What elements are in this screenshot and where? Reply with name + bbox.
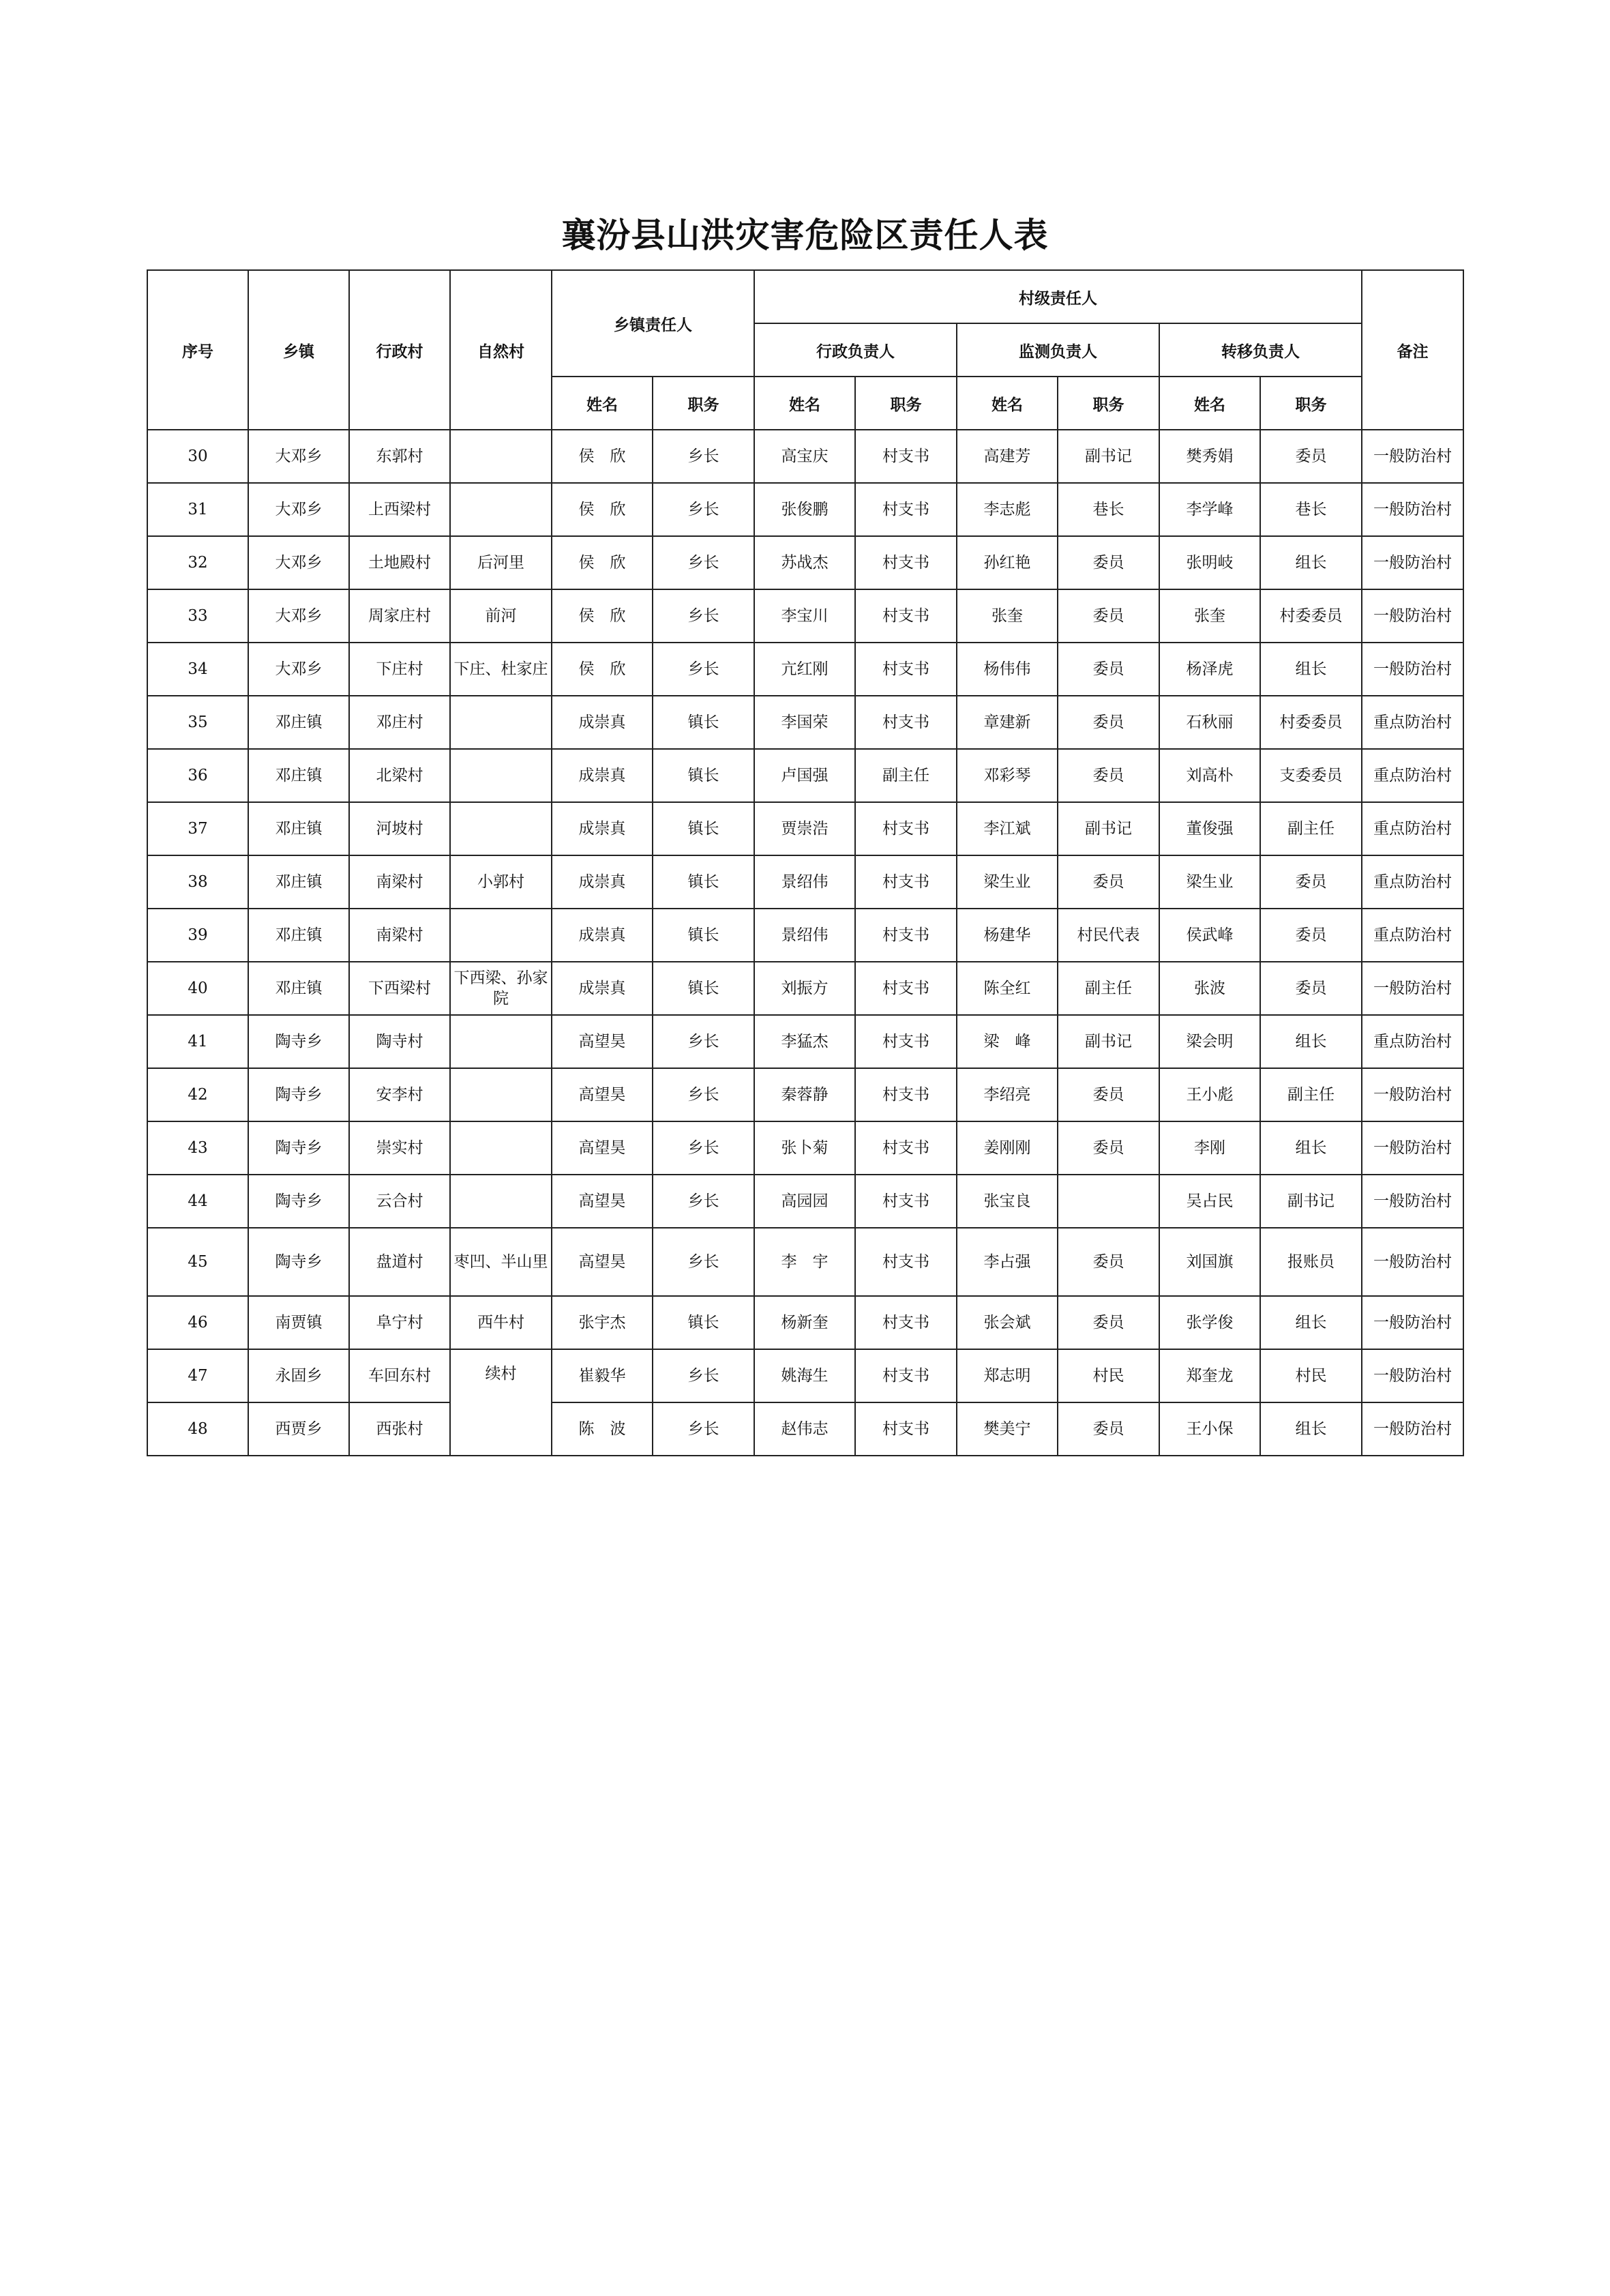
cell-seq: 44 <box>147 1175 248 1228</box>
cell-transfer-resp-position: 组长 <box>1260 1121 1362 1175</box>
cell-township-resp-name: 高望昊 <box>552 1121 653 1175</box>
table-row <box>147 962 1463 1015</box>
cell-township-resp-name: 侯 欣 <box>552 483 653 536</box>
cell-natural-village: 小郭村 <box>450 855 552 909</box>
cell-township: 邓庄镇 <box>248 802 349 855</box>
cell-transfer-resp-position: 组长 <box>1260 1015 1362 1068</box>
cell-seq: 37 <box>147 802 248 855</box>
cell-seq: 40 <box>147 962 248 1015</box>
cell-admin-resp-position: 村支书 <box>855 643 957 696</box>
cell-admin-resp-position: 村支书 <box>855 1402 957 1456</box>
cell-monitor-resp-name: 张会斌 <box>957 1296 1058 1349</box>
cell-admin-resp-position: 村支书 <box>855 962 957 1015</box>
cell-admin-village: 阜宁村 <box>349 1296 450 1349</box>
cell-transfer-resp-name: 张波 <box>1159 962 1260 1015</box>
cell-township: 陶寺乡 <box>248 1121 349 1175</box>
table-row <box>147 1296 1463 1349</box>
header-admin-village: 行政村 <box>349 270 450 430</box>
cell-monitor-resp-position: 委员 <box>1058 589 1159 643</box>
cell-natural-village <box>450 802 552 855</box>
cell-admin-village: 车回东村 <box>349 1349 450 1402</box>
cell-admin-resp-name: 李猛杰 <box>754 1015 855 1068</box>
cell-seq: 34 <box>147 643 248 696</box>
header-name: 姓名 <box>754 377 855 430</box>
table-row <box>147 1228 1463 1296</box>
cell-township-resp-position: 乡长 <box>653 1402 754 1456</box>
cell-remark: 一般防治村 <box>1362 962 1463 1015</box>
cell-seq: 46 <box>147 1296 248 1349</box>
cell-township-resp-position: 乡长 <box>653 1228 754 1296</box>
cell-monitor-resp-position: 委员 <box>1058 1121 1159 1175</box>
cell-admin-resp-position: 村支书 <box>855 1349 957 1402</box>
cell-township: 西贾乡 <box>248 1402 349 1456</box>
cell-seq: 42 <box>147 1068 248 1121</box>
cell-seq: 41 <box>147 1015 248 1068</box>
header-name: 姓名 <box>552 377 653 430</box>
cell-natural-village: 续村 <box>450 1349 552 1456</box>
table-row <box>147 855 1463 909</box>
cell-transfer-resp-name: 张明岐 <box>1159 536 1260 589</box>
cell-admin-resp-name: 卢国强 <box>754 749 855 802</box>
cell-remark: 一般防治村 <box>1362 1296 1463 1349</box>
cell-transfer-resp-position: 委员 <box>1260 430 1362 483</box>
cell-monitor-resp-name: 李志彪 <box>957 483 1058 536</box>
cell-seq: 32 <box>147 536 248 589</box>
cell-admin-resp-name: 赵伟志 <box>754 1402 855 1456</box>
cell-township-resp-position: 乡长 <box>653 536 754 589</box>
cell-transfer-resp-position: 村委委员 <box>1260 589 1362 643</box>
cell-monitor-resp-position: 委员 <box>1058 749 1159 802</box>
cell-transfer-resp-position: 组长 <box>1260 643 1362 696</box>
cell-transfer-resp-position: 村民 <box>1260 1349 1362 1402</box>
cell-transfer-resp-name: 李学峰 <box>1159 483 1260 536</box>
header-position: 职务 <box>1058 377 1159 430</box>
cell-township: 邓庄镇 <box>248 909 349 962</box>
cell-township: 大邓乡 <box>248 643 349 696</box>
table-row <box>147 696 1463 749</box>
cell-transfer-resp-position: 副书记 <box>1260 1175 1362 1228</box>
cell-admin-resp-name: 贾崇浩 <box>754 802 855 855</box>
header-position: 职务 <box>1260 377 1362 430</box>
cell-township-resp-position: 镇长 <box>653 909 754 962</box>
cell-township-resp-name: 成崇真 <box>552 909 653 962</box>
cell-natural-village <box>450 696 552 749</box>
table-row <box>147 1121 1463 1175</box>
cell-monitor-resp-position: 委员 <box>1058 855 1159 909</box>
cell-admin-resp-position: 村支书 <box>855 1121 957 1175</box>
cell-admin-village: 崇实村 <box>349 1121 450 1175</box>
cell-admin-village: 盘道村 <box>349 1228 450 1296</box>
cell-admin-resp-position: 村支书 <box>855 1296 957 1349</box>
cell-monitor-resp-position: 副主任 <box>1058 962 1159 1015</box>
cell-transfer-resp-name: 李刚 <box>1159 1121 1260 1175</box>
header-position: 职务 <box>653 377 754 430</box>
cell-transfer-resp-position: 组长 <box>1260 536 1362 589</box>
cell-township: 南贾镇 <box>248 1296 349 1349</box>
cell-monitor-resp-name: 孙红艳 <box>957 536 1058 589</box>
cell-township-resp-name: 侯 欣 <box>552 643 653 696</box>
cell-township: 邓庄镇 <box>248 696 349 749</box>
header-admin-resp: 行政负责人 <box>754 323 957 377</box>
cell-township-resp-name: 成崇真 <box>552 962 653 1015</box>
cell-township: 邓庄镇 <box>248 962 349 1015</box>
cell-township-resp-position: 镇长 <box>653 1296 754 1349</box>
cell-seq: 30 <box>147 430 248 483</box>
cell-township-resp-name: 成崇真 <box>552 749 653 802</box>
cell-transfer-resp-name: 张学俊 <box>1159 1296 1260 1349</box>
cell-township: 陶寺乡 <box>248 1068 349 1121</box>
cell-admin-village: 下西梁村 <box>349 962 450 1015</box>
cell-remark: 一般防治村 <box>1362 589 1463 643</box>
cell-monitor-resp-name: 梁生业 <box>957 855 1058 909</box>
cell-transfer-resp-name: 杨泽虎 <box>1159 643 1260 696</box>
cell-admin-resp-position: 村支书 <box>855 430 957 483</box>
cell-monitor-resp-name: 杨伟伟 <box>957 643 1058 696</box>
cell-township-resp-position: 镇长 <box>653 696 754 749</box>
cell-remark: 一般防治村 <box>1362 430 1463 483</box>
responsibility-table <box>147 269 1464 1456</box>
cell-transfer-resp-name: 王小彪 <box>1159 1068 1260 1121</box>
cell-admin-resp-position: 村支书 <box>855 802 957 855</box>
cell-monitor-resp-position: 村民 <box>1058 1349 1159 1402</box>
cell-transfer-resp-name: 董俊强 <box>1159 802 1260 855</box>
cell-township-resp-name: 侯 欣 <box>552 430 653 483</box>
cell-monitor-resp-name: 樊美宁 <box>957 1402 1058 1456</box>
cell-seq: 38 <box>147 855 248 909</box>
cell-transfer-resp-name: 王小保 <box>1159 1402 1260 1456</box>
cell-remark: 重点防治村 <box>1362 696 1463 749</box>
cell-admin-village: 南梁村 <box>349 909 450 962</box>
cell-seq: 33 <box>147 589 248 643</box>
cell-transfer-resp-position: 报账员 <box>1260 1228 1362 1296</box>
cell-admin-village: 土地殿村 <box>349 536 450 589</box>
cell-admin-village: 河坡村 <box>349 802 450 855</box>
cell-remark: 重点防治村 <box>1362 855 1463 909</box>
cell-admin-resp-position: 村支书 <box>855 1068 957 1121</box>
cell-natural-village: 下西梁、孙家院 <box>450 962 552 1015</box>
cell-monitor-resp-name: 郑志明 <box>957 1349 1058 1402</box>
cell-township-resp-position: 镇长 <box>653 802 754 855</box>
cell-township: 邓庄镇 <box>248 855 349 909</box>
cell-admin-village: 安李村 <box>349 1068 450 1121</box>
cell-township: 大邓乡 <box>248 536 349 589</box>
cell-transfer-resp-name: 侯武峰 <box>1159 909 1260 962</box>
cell-admin-resp-name: 李国荣 <box>754 696 855 749</box>
cell-transfer-resp-position: 组长 <box>1260 1296 1362 1349</box>
cell-monitor-resp-name: 章建新 <box>957 696 1058 749</box>
cell-seq: 35 <box>147 696 248 749</box>
cell-remark: 一般防治村 <box>1362 1175 1463 1228</box>
cell-township-resp-position: 乡长 <box>653 1349 754 1402</box>
cell-natural-village: 后河里 <box>450 536 552 589</box>
cell-township-resp-name: 高望昊 <box>552 1228 653 1296</box>
cell-monitor-resp-name: 李江斌 <box>957 802 1058 855</box>
table-row <box>147 536 1463 589</box>
cell-natural-village <box>450 430 552 483</box>
cell-admin-resp-name: 亢红刚 <box>754 643 855 696</box>
cell-seq: 39 <box>147 909 248 962</box>
cell-seq: 31 <box>147 483 248 536</box>
cell-remark: 一般防治村 <box>1362 1402 1463 1456</box>
table-row <box>147 1402 1463 1456</box>
cell-township-resp-position: 乡长 <box>653 1015 754 1068</box>
cell-admin-resp-name: 高宝庆 <box>754 430 855 483</box>
cell-township-resp-position: 乡长 <box>653 1068 754 1121</box>
cell-admin-resp-position: 村支书 <box>855 589 957 643</box>
cell-admin-village: 北梁村 <box>349 749 450 802</box>
cell-monitor-resp-position: 副书记 <box>1058 1015 1159 1068</box>
cell-township: 永固乡 <box>248 1349 349 1402</box>
page-title: 襄汾县山洪灾害危险区责任人表 <box>561 216 1049 255</box>
cell-admin-village: 下庄村 <box>349 643 450 696</box>
cell-admin-resp-position: 村支书 <box>855 909 957 962</box>
cell-transfer-resp-position: 组长 <box>1260 1402 1362 1456</box>
cell-township: 大邓乡 <box>248 483 349 536</box>
cell-admin-resp-name: 秦蓉静 <box>754 1068 855 1121</box>
cell-natural-village <box>450 483 552 536</box>
cell-monitor-resp-position: 委员 <box>1058 1296 1159 1349</box>
cell-natural-village <box>450 1121 552 1175</box>
cell-township-resp-name: 侯 欣 <box>552 589 653 643</box>
cell-admin-resp-name: 景绍伟 <box>754 909 855 962</box>
cell-remark: 一般防治村 <box>1362 1228 1463 1296</box>
cell-remark: 重点防治村 <box>1362 802 1463 855</box>
cell-monitor-resp-position: 副书记 <box>1058 430 1159 483</box>
cell-natural-village: 西牛村 <box>450 1296 552 1349</box>
table-header <box>147 270 1463 430</box>
cell-admin-resp-position: 村支书 <box>855 1228 957 1296</box>
header-name: 姓名 <box>1159 377 1260 430</box>
header-seq: 序号 <box>147 270 248 430</box>
cell-township-resp-name: 成崇真 <box>552 696 653 749</box>
cell-monitor-resp-name: 邓彩琴 <box>957 749 1058 802</box>
cell-admin-village: 东郭村 <box>349 430 450 483</box>
header-transfer-resp: 转移负责人 <box>1159 323 1362 377</box>
table-row <box>147 1175 1463 1228</box>
cell-seq: 43 <box>147 1121 248 1175</box>
cell-admin-village: 周家庄村 <box>349 589 450 643</box>
table-row <box>147 430 1463 483</box>
table-row <box>147 749 1463 802</box>
cell-monitor-resp-name: 李占强 <box>957 1228 1058 1296</box>
cell-monitor-resp-name: 高建芳 <box>957 430 1058 483</box>
header-natural-village: 自然村 <box>450 270 552 430</box>
header-name: 姓名 <box>957 377 1058 430</box>
table-row <box>147 589 1463 643</box>
cell-natural-village: 下庄、杜家庄 <box>450 643 552 696</box>
cell-remark: 一般防治村 <box>1362 643 1463 696</box>
cell-remark: 一般防治村 <box>1362 1121 1463 1175</box>
cell-monitor-resp-position: 委员 <box>1058 1068 1159 1121</box>
cell-transfer-resp-position: 委员 <box>1260 855 1362 909</box>
cell-admin-resp-name: 苏战杰 <box>754 536 855 589</box>
cell-monitor-resp-position: 委员 <box>1058 696 1159 749</box>
cell-transfer-resp-name: 吴占民 <box>1159 1175 1260 1228</box>
header-township: 乡镇 <box>248 270 349 430</box>
cell-admin-resp-position: 村支书 <box>855 1015 957 1068</box>
cell-admin-village: 上西梁村 <box>349 483 450 536</box>
cell-transfer-resp-name: 梁会明 <box>1159 1015 1260 1068</box>
cell-township: 陶寺乡 <box>248 1015 349 1068</box>
cell-transfer-resp-position: 委员 <box>1260 962 1362 1015</box>
cell-township: 邓庄镇 <box>248 749 349 802</box>
cell-transfer-resp-position: 委员 <box>1260 909 1362 962</box>
cell-monitor-resp-position: 委员 <box>1058 643 1159 696</box>
cell-monitor-resp-name: 张宝良 <box>957 1175 1058 1228</box>
cell-remark: 重点防治村 <box>1362 909 1463 962</box>
cell-transfer-resp-position: 巷长 <box>1260 483 1362 536</box>
cell-transfer-resp-position: 副主任 <box>1260 1068 1362 1121</box>
cell-transfer-resp-name: 刘国旗 <box>1159 1228 1260 1296</box>
cell-monitor-resp-position: 村民代表 <box>1058 909 1159 962</box>
table-row <box>147 643 1463 696</box>
cell-township-resp-name: 高望昊 <box>552 1175 653 1228</box>
table-row <box>147 1068 1463 1121</box>
cell-transfer-resp-name: 石秋丽 <box>1159 696 1260 749</box>
cell-admin-village: 南梁村 <box>349 855 450 909</box>
cell-township-resp-position: 乡长 <box>653 1175 754 1228</box>
cell-seq: 45 <box>147 1228 248 1296</box>
cell-township-resp-name: 侯 欣 <box>552 536 653 589</box>
cell-monitor-resp-name: 张奎 <box>957 589 1058 643</box>
cell-township-resp-name: 高望昊 <box>552 1068 653 1121</box>
cell-admin-resp-name: 姚海生 <box>754 1349 855 1402</box>
cell-monitor-resp-position <box>1058 1175 1159 1228</box>
header-position: 职务 <box>855 377 957 430</box>
cell-remark: 重点防治村 <box>1362 1015 1463 1068</box>
cell-township-resp-name: 陈 波 <box>552 1402 653 1456</box>
cell-township-resp-position: 乡长 <box>653 430 754 483</box>
cell-admin-resp-name: 张俊鹏 <box>754 483 855 536</box>
table-body <box>147 430 1463 1456</box>
cell-township-resp-name: 高望昊 <box>552 1015 653 1068</box>
cell-monitor-resp-position: 巷长 <box>1058 483 1159 536</box>
cell-remark: 重点防治村 <box>1362 749 1463 802</box>
cell-natural-village <box>450 1015 552 1068</box>
cell-monitor-resp-name: 陈全红 <box>957 962 1058 1015</box>
cell-monitor-resp-name: 梁 峰 <box>957 1015 1058 1068</box>
cell-township: 大邓乡 <box>248 589 349 643</box>
cell-monitor-resp-position: 委员 <box>1058 1402 1159 1456</box>
cell-admin-village: 云合村 <box>349 1175 450 1228</box>
header-township-resp: 乡镇责任人 <box>552 270 754 377</box>
cell-transfer-resp-name: 樊秀娟 <box>1159 430 1260 483</box>
cell-admin-village: 陶寺村 <box>349 1015 450 1068</box>
cell-remark: 一般防治村 <box>1362 1068 1463 1121</box>
cell-township: 陶寺乡 <box>248 1175 349 1228</box>
cell-transfer-resp-name: 刘高朴 <box>1159 749 1260 802</box>
cell-monitor-resp-position: 副书记 <box>1058 802 1159 855</box>
cell-seq: 47 <box>147 1349 248 1402</box>
cell-township-resp-position: 镇长 <box>653 855 754 909</box>
cell-monitor-resp-name: 姜刚刚 <box>957 1121 1058 1175</box>
cell-seq: 36 <box>147 749 248 802</box>
cell-transfer-resp-position: 村委委员 <box>1260 696 1362 749</box>
cell-admin-village: 邓庄村 <box>349 696 450 749</box>
cell-admin-resp-name: 高园园 <box>754 1175 855 1228</box>
cell-monitor-resp-position: 委员 <box>1058 1228 1159 1296</box>
cell-admin-resp-name: 景绍伟 <box>754 855 855 909</box>
cell-admin-resp-position: 副主任 <box>855 749 957 802</box>
cell-natural-village <box>450 909 552 962</box>
table-row <box>147 909 1463 962</box>
cell-township-resp-position: 乡长 <box>653 483 754 536</box>
cell-admin-resp-name: 张卜菊 <box>754 1121 855 1175</box>
cell-natural-village <box>450 1175 552 1228</box>
cell-transfer-resp-position: 支委委员 <box>1260 749 1362 802</box>
cell-transfer-resp-name: 郑奎龙 <box>1159 1349 1260 1402</box>
table-row <box>147 1349 1463 1402</box>
cell-seq: 48 <box>147 1402 248 1456</box>
cell-monitor-resp-name: 李绍亮 <box>957 1068 1058 1121</box>
cell-township-resp-name: 崔毅华 <box>552 1349 653 1402</box>
cell-township-resp-position: 乡长 <box>653 643 754 696</box>
header-remark: 备注 <box>1362 270 1463 430</box>
header-village-resp: 村级责任人 <box>754 270 1362 323</box>
cell-township: 大邓乡 <box>248 430 349 483</box>
cell-transfer-resp-name: 梁生业 <box>1159 855 1260 909</box>
cell-admin-resp-position: 村支书 <box>855 855 957 909</box>
cell-admin-resp-position: 村支书 <box>855 536 957 589</box>
cell-admin-resp-name: 李宝川 <box>754 589 855 643</box>
cell-natural-village: 前河 <box>450 589 552 643</box>
cell-township-resp-name: 张宇杰 <box>552 1296 653 1349</box>
cell-township-resp-name: 成崇真 <box>552 802 653 855</box>
table-row <box>147 1015 1463 1068</box>
cell-admin-resp-name: 李 宇 <box>754 1228 855 1296</box>
cell-township-resp-position: 镇长 <box>653 962 754 1015</box>
cell-admin-resp-position: 村支书 <box>855 483 957 536</box>
cell-transfer-resp-name: 张奎 <box>1159 589 1260 643</box>
cell-remark: 一般防治村 <box>1362 1349 1463 1402</box>
cell-transfer-resp-position: 副主任 <box>1260 802 1362 855</box>
cell-admin-resp-position: 村支书 <box>855 696 957 749</box>
cell-admin-resp-position: 村支书 <box>855 1175 957 1228</box>
cell-township-resp-position: 乡长 <box>653 1121 754 1175</box>
table-row <box>147 802 1463 855</box>
cell-remark: 一般防治村 <box>1362 536 1463 589</box>
cell-monitor-resp-position: 委员 <box>1058 536 1159 589</box>
cell-admin-resp-name: 杨新奎 <box>754 1296 855 1349</box>
cell-township-resp-position: 镇长 <box>653 749 754 802</box>
cell-township-resp-name: 成崇真 <box>552 855 653 909</box>
cell-natural-village: 枣凹、半山里 <box>450 1228 552 1296</box>
cell-township: 陶寺乡 <box>248 1228 349 1296</box>
cell-natural-village <box>450 1068 552 1121</box>
header-monitor-resp: 监测负责人 <box>957 323 1159 377</box>
cell-natural-village <box>450 749 552 802</box>
cell-remark: 一般防治村 <box>1362 483 1463 536</box>
cell-admin-resp-name: 刘振方 <box>754 962 855 1015</box>
table-row <box>147 483 1463 536</box>
cell-admin-village: 西张村 <box>349 1402 450 1456</box>
cell-monitor-resp-name: 杨建华 <box>957 909 1058 962</box>
cell-township-resp-position: 乡长 <box>653 589 754 643</box>
